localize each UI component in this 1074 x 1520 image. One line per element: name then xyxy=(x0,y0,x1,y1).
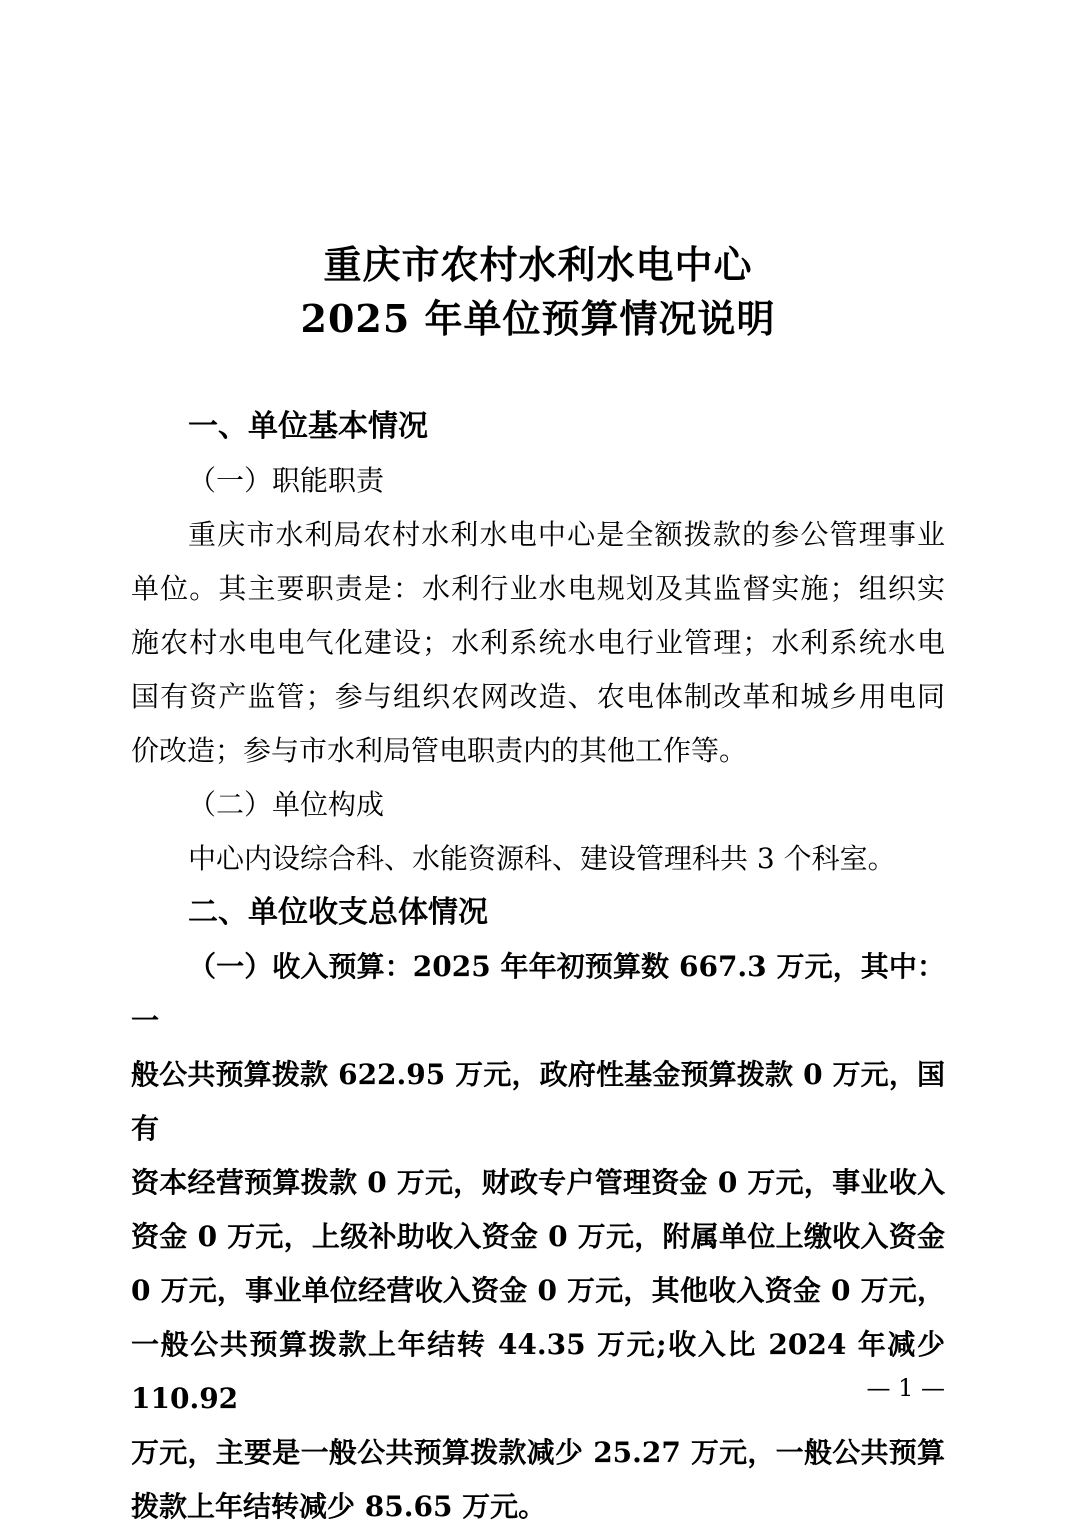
income-paragraph-line: 一般公共预算拨款上年结转 44.35 万元;收入比 2024 年减少 110.92 xyxy=(131,1328,945,1415)
income-paragraph-line: 拨款上年结转减少 85.65 万元。 xyxy=(131,1490,547,1520)
duties-paragraph-line: 价改造；参与市水利局管电职责内的其他工作等。 xyxy=(131,734,748,767)
document-content xyxy=(131,238,945,1520)
duties-paragraph-line: 施农村水电电气化建设；水利系统水电行业管理；水利系统水电 xyxy=(131,626,945,659)
income-paragraph-line: 万元，主要是一般公共预算拨款减少 25.27 万元，一般公共预算 xyxy=(131,1436,945,1469)
income-paragraph-line: 0 万元，事业单位经营收入资金 0 万元，其他收入资金 0 万元， xyxy=(131,1274,945,1307)
composition-paragraph-line: 中心内设综合科、水能资源科、建设管理科共 3 个科室。 xyxy=(188,842,896,875)
title-body-gap xyxy=(131,346,945,400)
section-1-heading: 一、单位基本情况 xyxy=(188,409,428,444)
duties-paragraph-line: 单位。其主要职责是：水利行业水电规划及其监督实施；组织实 xyxy=(131,572,945,605)
section-2-heading: 二、单位收支总体情况 xyxy=(188,895,488,930)
income-paragraph-line: 资金 0 万元，上级补助收入资金 0 万元，附属单位上缴收入资金 xyxy=(131,1220,945,1253)
duties-paragraph-line: 重庆市水利局农村水利水电中心是全额拨款的参公管理事业 xyxy=(188,518,945,551)
document-title-line-2: 2025 年单位预算情况说明 xyxy=(300,296,776,341)
income-paragraph-line: 般公共预算拨款 622.95 万元，政府性基金预算拨款 0 万元，国有 xyxy=(131,1058,945,1145)
section-1-sub-1-heading: （一）职能职责 xyxy=(188,464,385,497)
section-1-sub-2-heading: （二）单位构成 xyxy=(188,788,385,821)
income-paragraph-line: 资本经营预算拨款 0 万元，财政专户管理资金 0 万元，事业收入 xyxy=(131,1166,945,1199)
duties-paragraph-line: 国有资产监管；参与组织农网改造、农电体制改革和城乡用电同 xyxy=(131,680,945,713)
income-paragraph-line: （一）收入预算：2025 年年初预算数 667.3 万元，其中：一 xyxy=(131,950,945,1037)
document-title-line-1: 重庆市农村水利水电中心 xyxy=(323,242,753,287)
page-number: — 1 — xyxy=(866,1374,945,1402)
